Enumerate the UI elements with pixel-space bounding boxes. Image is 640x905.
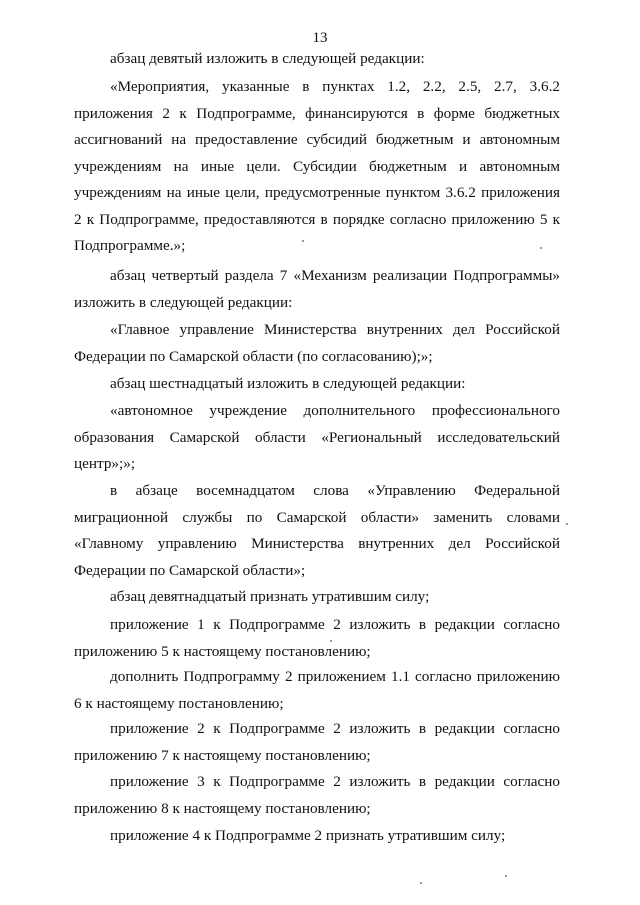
scan-speck — [540, 247, 542, 249]
paragraph-13: приложение 4 к Подпрограмме 2 признать утратившим силу; — [110, 827, 506, 844]
scan-speck — [420, 882, 422, 884]
paragraph-6: «автономное учреждение дополнительного профессионального образования Самарской области «Региональный исследовательский центр»;»; — [74, 402, 560, 472]
page-number: 13 — [312, 30, 328, 46]
paragraph-9: приложение 1 к Подпрограмме 2 изложить в редакции согласно приложению 5 к настоящему постановлению; — [74, 616, 560, 660]
paragraph-11: приложение 2 к Подпрограмме 2 изложить в редакции согласно приложению 7 к настоящему постановлению; — [74, 720, 560, 764]
paragraph-7: в абзаце восемнадцатом слова «Управлению Федеральной миграционной службы по Самарской области» заменить словами «Главному управлению Министерства внутренних дел Российской Федерации по Самарской области»; — [74, 482, 560, 579]
paragraph-1: абзац девятый изложить в следующей редакции: — [110, 50, 425, 67]
paragraph-4: «Главное управление Министерства внутренних дел Российской Федерации по Самарской области (по согласованию);»; — [74, 321, 560, 365]
paragraph-12: приложение 3 к Подпрограмме 2 изложить в редакции согласно приложению 8 к настоящему постановлению; — [74, 773, 560, 817]
paragraph-10: дополнить Подпрограмму 2 приложением 1.1 согласно приложению 6 к настоящему постановлению; — [74, 668, 560, 712]
scan-speck — [302, 240, 304, 242]
scan-speck — [505, 875, 507, 877]
paragraph-5: абзац шестнадцатый изложить в следующей редакции: — [110, 375, 466, 392]
paragraph-3: абзац четвертый раздела 7 «Механизм реализации Подпрограммы» изложить в следующей редакции: — [74, 267, 560, 311]
paragraph-8: абзац девятнадцатый признать утратившим силу; — [110, 588, 430, 605]
scan-speck — [330, 640, 332, 642]
scan-speck — [566, 523, 568, 525]
paragraph-2: «Мероприятия, указанные в пунктах 1.2, 2.2, 2.5, 2.7, 3.6.2 приложения 2 к Подпрограмме, финансируются в форме бюджетных ассигнований на предоставление субсидий бюджетным и автономным учреждениям на иные цели. Субсидии бюджетным и автономным учреждениям на иные цели, предусмотренные пунктом 3.6.2 приложения 2 к Подпрограмме, предоставляются в порядке согласно приложению 5 к Подпрограмме.»; — [74, 78, 560, 254]
